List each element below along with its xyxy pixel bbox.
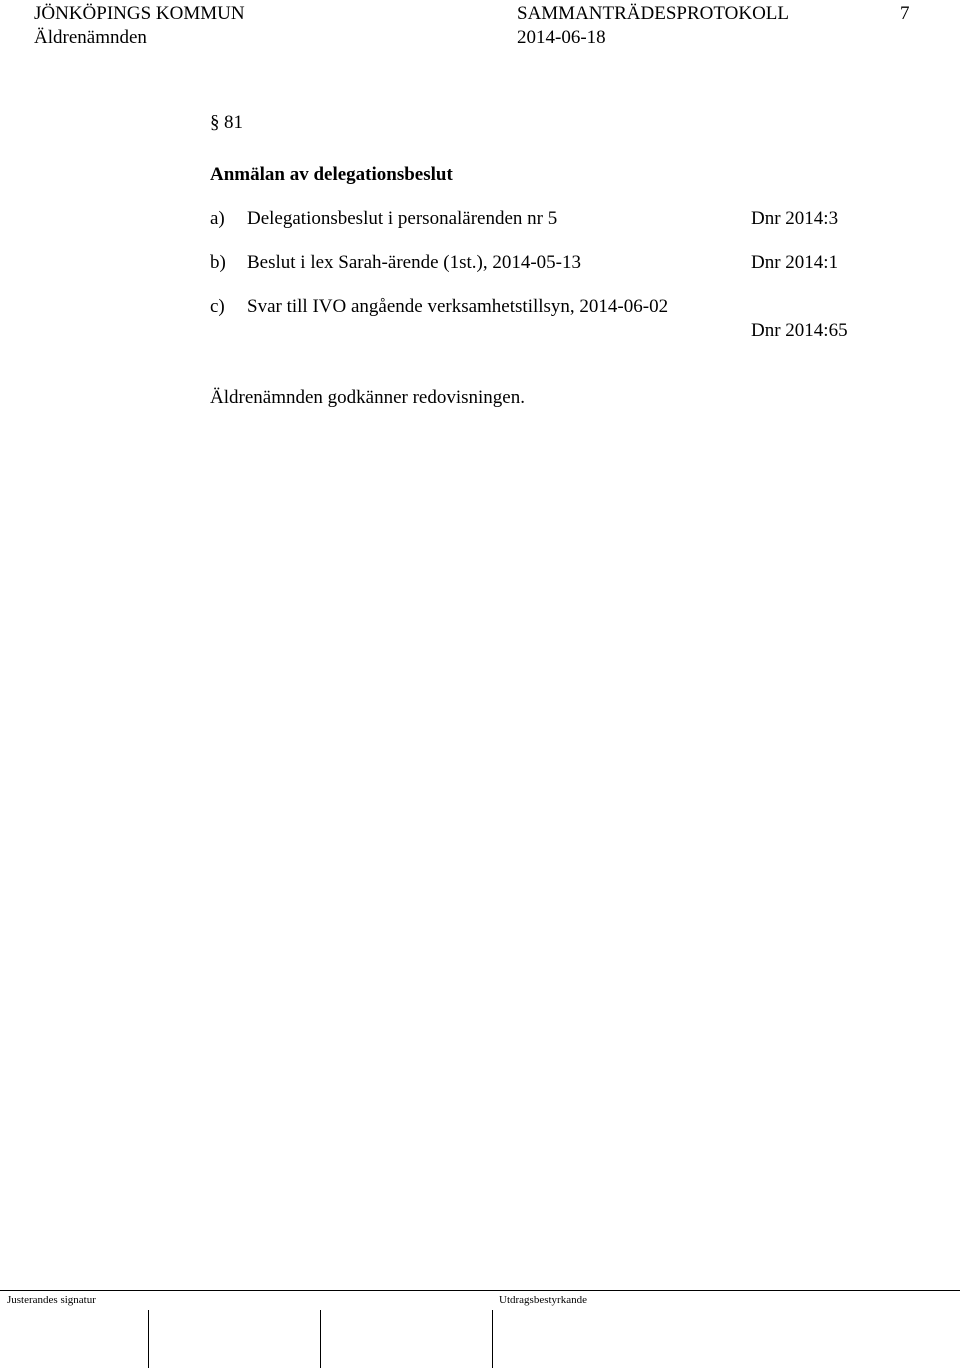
department-name: Äldrenämnden [34,27,147,48]
page-number: 7 [900,3,910,24]
item-dnr: Dnr 2014:1 [751,252,839,273]
item-dnr: Dnr 2014:65 [751,320,848,341]
signature-box-divider [148,1310,149,1368]
paragraph-heading: Anmälan av delegationsbeslut [210,164,453,185]
item-dnr: Dnr 2014:3 [751,208,839,229]
certification-label: Utdragsbestyrkande [499,1294,587,1306]
item-text: Delegationsbeslut i personalärenden nr 5 [247,208,558,229]
footer-divider [0,1290,960,1291]
signature-box-divider [320,1310,321,1368]
item-letter: b) [210,252,226,273]
paragraph-number [210,112,243,134]
paragraph-number-value: 81 [224,112,243,133]
decision-text: Äldrenämnden godkänner redovisningen. [210,387,525,408]
item-text: Beslut i lex Sarah-ärende (1st.), 2014-05-13 [247,252,581,273]
item-text: Svar till IVO angående verksamhetstillsyn, 2014-06-02 [247,296,669,317]
item-letter: a) [210,208,225,229]
organization-name: JÖNKÖPINGS KOMMUN [34,3,245,24]
signature-label: Justerandes signatur [7,1294,96,1306]
meeting-date: 2014-06-18 [517,27,606,48]
paragraph-sign: § [210,112,220,133]
signature-box-divider [492,1310,493,1368]
document-type: SAMMANTRÄDESPROTOKOLL [517,3,790,24]
item-letter: c) [210,296,225,317]
